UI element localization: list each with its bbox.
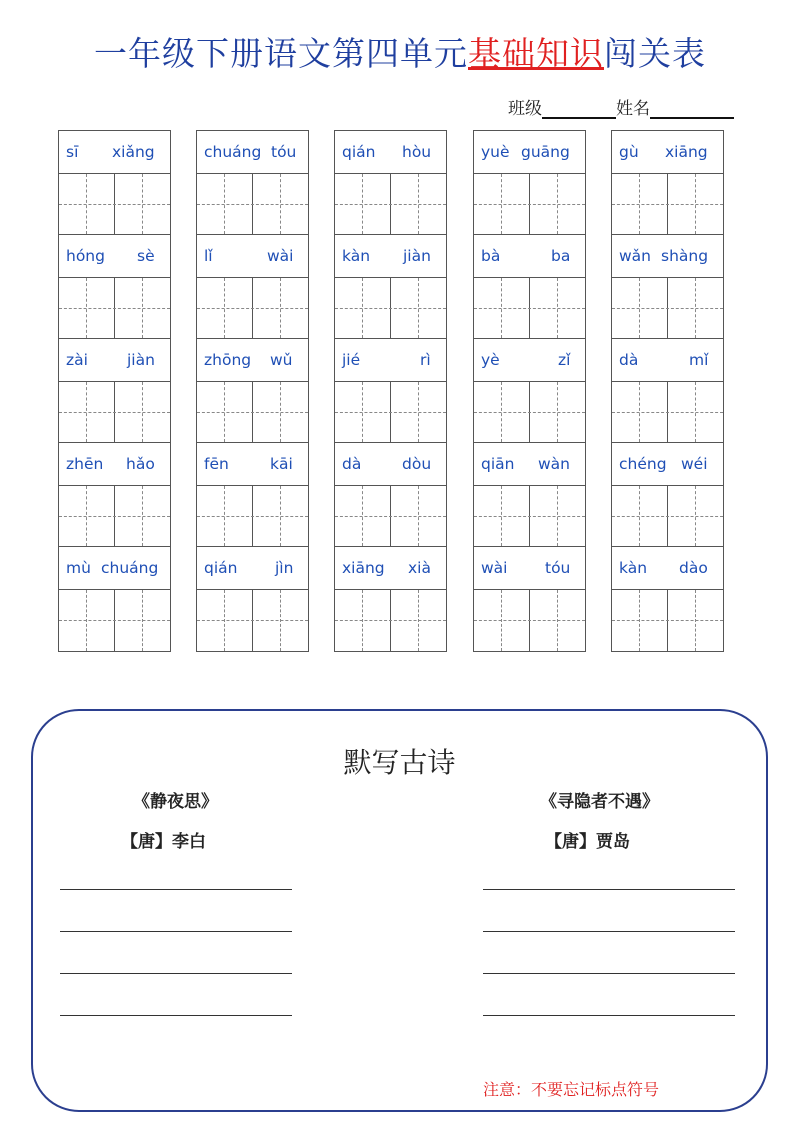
guide-line <box>474 308 585 309</box>
pinyin-syllable: wǎn <box>619 247 651 265</box>
writing-box[interactable] <box>474 382 585 443</box>
word-cell <box>474 339 585 443</box>
pinyin-column <box>473 130 586 652</box>
pinyin-label <box>59 131 170 174</box>
writing-box[interactable] <box>59 382 170 443</box>
pinyin-label <box>197 131 308 174</box>
pinyin-label <box>197 443 308 486</box>
pinyin-syllable: hòu <box>402 143 432 161</box>
pinyin-syllable: rì <box>420 351 431 369</box>
writing-box[interactable] <box>612 590 723 651</box>
writing-box[interactable] <box>197 486 308 547</box>
class-blank[interactable] <box>542 101 616 119</box>
guide-line <box>59 204 170 205</box>
word-cell <box>59 547 170 651</box>
word-cell <box>474 131 585 235</box>
pinyin-syllable: dà <box>619 351 639 369</box>
pinyin-label <box>59 235 170 278</box>
word-cell <box>335 131 446 235</box>
writing-box[interactable] <box>612 174 723 235</box>
writing-box[interactable] <box>612 486 723 547</box>
guide-line <box>59 412 170 413</box>
writing-box[interactable] <box>612 278 723 339</box>
guide-line <box>612 308 723 309</box>
pinyin-syllable: chéng <box>619 455 667 473</box>
pinyin-syllable: dà <box>342 455 362 473</box>
guide-line <box>197 516 308 517</box>
pinyin-syllable: yuè <box>481 143 510 161</box>
pinyin-syllable: mù <box>66 559 91 577</box>
poem-section-heading: 默写古诗 <box>343 746 456 779</box>
pinyin-syllable: qián <box>342 143 376 161</box>
pinyin-label <box>335 131 446 174</box>
pinyin-label <box>59 547 170 590</box>
pinyin-syllable: hóng <box>66 247 105 265</box>
writing-line[interactable] <box>483 931 735 932</box>
pinyin-label <box>474 547 585 590</box>
pinyin-syllable: guāng <box>521 143 570 161</box>
title-part-2: 闯关表 <box>604 34 706 73</box>
writing-box[interactable] <box>335 174 446 235</box>
writing-box[interactable] <box>474 278 585 339</box>
word-cell <box>612 339 723 443</box>
pinyin-syllable: xiāng <box>342 559 385 577</box>
name-blank[interactable] <box>650 101 734 119</box>
pinyin-syllable: tóu <box>271 143 297 161</box>
writing-box[interactable] <box>197 278 308 339</box>
guide-line <box>474 412 585 413</box>
guide-line <box>197 412 308 413</box>
pinyin-syllable: shàng <box>661 247 709 265</box>
pinyin-syllable: tóu <box>545 559 571 577</box>
pinyin-syllable: ba <box>551 247 571 265</box>
word-cell <box>335 443 446 547</box>
writing-box[interactable] <box>474 590 585 651</box>
guide-line <box>197 204 308 205</box>
guide-line <box>612 516 723 517</box>
word-cell <box>335 547 446 651</box>
pinyin-column <box>196 130 309 652</box>
pinyin-label <box>59 339 170 382</box>
guide-line <box>335 412 446 413</box>
writing-box[interactable] <box>612 382 723 443</box>
pinyin-label <box>612 443 723 486</box>
punctuation-notice: 注意：不要忘记标点符号 <box>483 1080 660 1099</box>
guide-line <box>612 204 723 205</box>
pinyin-label <box>197 339 308 382</box>
title-highlight: 基础知识 <box>468 34 604 73</box>
writing-line[interactable] <box>483 889 735 890</box>
word-cell <box>59 131 170 235</box>
pinyin-label <box>197 547 308 590</box>
pinyin-syllable: jiàn <box>403 247 431 265</box>
pinyin-syllable: wài <box>267 247 294 265</box>
pinyin-column <box>611 130 724 652</box>
pinyin-label <box>197 235 308 278</box>
writing-box[interactable] <box>335 382 446 443</box>
pinyin-syllable: zǐ <box>558 351 571 369</box>
writing-box[interactable] <box>474 486 585 547</box>
guide-line <box>335 308 446 309</box>
writing-box[interactable] <box>335 590 446 651</box>
name-label: 姓名 <box>616 99 650 119</box>
writing-line[interactable] <box>60 973 292 974</box>
word-cell <box>612 131 723 235</box>
student-info <box>508 94 734 119</box>
word-cell <box>474 235 585 339</box>
guide-line <box>335 620 446 621</box>
writing-line[interactable] <box>60 889 292 890</box>
pinyin-syllable: xià <box>408 559 431 577</box>
word-cell <box>474 547 585 651</box>
guide-line <box>335 516 446 517</box>
pinyin-label <box>612 131 723 174</box>
writing-box[interactable] <box>474 174 585 235</box>
poem-right-author: 【唐】贾岛 <box>545 832 630 852</box>
pinyin-syllable: dào <box>679 559 708 577</box>
writing-box[interactable] <box>197 590 308 651</box>
word-cell <box>197 547 308 651</box>
pinyin-syllable: bà <box>481 247 501 265</box>
page-title <box>0 28 800 75</box>
pinyin-syllable: zhēn <box>66 455 104 473</box>
word-cell <box>197 339 308 443</box>
guide-line <box>474 204 585 205</box>
pinyin-syllable: zài <box>66 351 88 369</box>
guide-line <box>59 516 170 517</box>
writing-line[interactable] <box>483 1015 735 1016</box>
guide-line <box>197 620 308 621</box>
pinyin-syllable: chuáng <box>101 559 159 577</box>
word-cell <box>197 131 308 235</box>
pinyin-syllable: kàn <box>619 559 648 577</box>
pinyin-label <box>474 235 585 278</box>
pinyin-syllable: sī <box>66 143 79 161</box>
word-cell <box>59 339 170 443</box>
word-cell <box>197 443 308 547</box>
writing-line[interactable] <box>483 973 735 974</box>
writing-box[interactable] <box>197 382 308 443</box>
pinyin-syllable: kàn <box>342 247 371 265</box>
pinyin-label <box>474 131 585 174</box>
pinyin-syllable: xiāng <box>665 143 708 161</box>
pinyin-syllable: dòu <box>402 455 432 473</box>
poem-left-author: 【唐】李白 <box>121 832 206 852</box>
pinyin-label <box>612 547 723 590</box>
pinyin-column <box>334 130 447 652</box>
guide-line <box>474 620 585 621</box>
pinyin-syllable: gù <box>619 143 639 161</box>
guide-line <box>59 620 170 621</box>
word-cell <box>612 235 723 339</box>
guide-line <box>474 516 585 517</box>
pinyin-syllable: wǔ <box>270 351 293 369</box>
pinyin-label <box>335 443 446 486</box>
word-cell <box>612 547 723 651</box>
word-cell <box>59 443 170 547</box>
guide-line <box>197 308 308 309</box>
poem-left-title: 《静夜思》 <box>133 792 218 812</box>
pinyin-syllable: lǐ <box>204 247 213 265</box>
pinyin-syllable: sè <box>137 247 155 265</box>
pinyin-syllable: jìn <box>275 559 294 577</box>
word-cell <box>197 235 308 339</box>
writing-line[interactable] <box>60 1015 292 1016</box>
pinyin-label <box>335 547 446 590</box>
writing-box[interactable] <box>59 278 170 339</box>
writing-box[interactable] <box>59 590 170 651</box>
guide-line <box>59 308 170 309</box>
writing-box[interactable] <box>59 174 170 235</box>
pinyin-syllable: chuáng <box>204 143 262 161</box>
pinyin-label <box>474 443 585 486</box>
pinyin-syllable: hǎo <box>126 455 155 473</box>
word-cell <box>335 235 446 339</box>
guide-line <box>335 204 446 205</box>
word-cell <box>59 235 170 339</box>
word-cell <box>335 339 446 443</box>
poem-dictation-section <box>31 709 768 1112</box>
guide-line <box>612 620 723 621</box>
pinyin-label <box>335 235 446 278</box>
writing-box[interactable] <box>59 486 170 547</box>
pinyin-syllable: xiǎng <box>112 143 155 161</box>
writing-line[interactable] <box>60 931 292 932</box>
title-part-1: 一年级下册语文第四单元 <box>94 34 468 73</box>
word-cell <box>612 443 723 547</box>
pinyin-syllable: wéi <box>681 455 708 473</box>
pinyin-syllable: fēn <box>204 455 229 473</box>
pinyin-syllable: wài <box>481 559 508 577</box>
pinyin-syllable: jié <box>342 351 361 369</box>
word-cell <box>474 443 585 547</box>
guide-line <box>612 412 723 413</box>
pinyin-syllable: qián <box>204 559 238 577</box>
pinyin-syllable: qiān <box>481 455 515 473</box>
pinyin-syllable: yè <box>481 351 500 369</box>
class-label: 班级 <box>508 99 542 119</box>
pinyin-label <box>335 339 446 382</box>
pinyin-label <box>474 339 585 382</box>
pinyin-label <box>612 339 723 382</box>
pinyin-column <box>58 130 171 652</box>
writing-box[interactable] <box>335 486 446 547</box>
writing-box[interactable] <box>197 174 308 235</box>
writing-box[interactable] <box>335 278 446 339</box>
pinyin-syllable: jiàn <box>127 351 155 369</box>
pinyin-syllable: zhōng <box>204 351 252 369</box>
pinyin-syllable: kāi <box>270 455 293 473</box>
pinyin-syllable: wàn <box>538 455 570 473</box>
pinyin-label <box>612 235 723 278</box>
poem-right-title: 《寻隐者不遇》 <box>540 792 659 812</box>
pinyin-syllable: mǐ <box>689 351 709 369</box>
pinyin-label <box>59 443 170 486</box>
